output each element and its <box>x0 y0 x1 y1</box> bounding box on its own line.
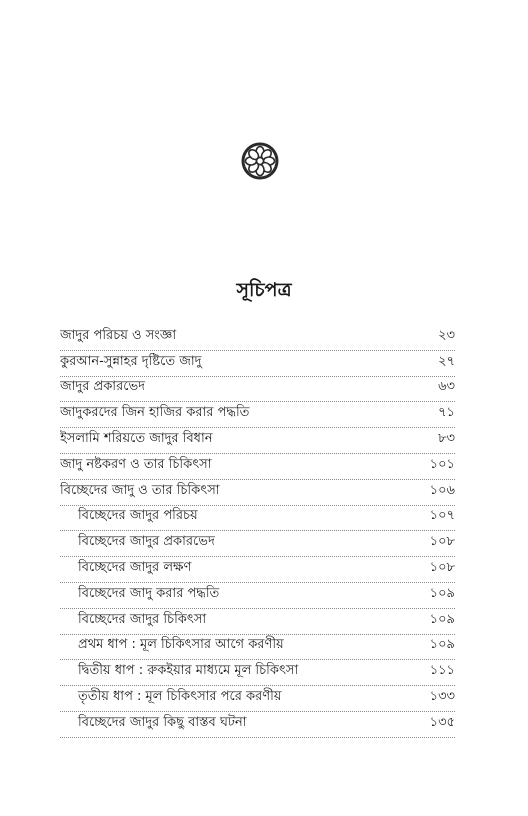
toc-entry <box>60 325 455 351</box>
toc-entry-label: বিচ্ছেদের জাদুর লক্ষণ <box>78 559 192 575</box>
toc-entry <box>60 402 455 428</box>
toc-entry-label: কুরআন-সুন্নাহর দৃষ্টিতে জাদু <box>60 353 202 369</box>
toc-entry-page-number: ১০৬ <box>429 482 455 498</box>
toc-entry <box>60 480 455 506</box>
toc-entry-page-number: ২৩ <box>438 327 455 343</box>
toc-entry-page-number: ২৭ <box>438 353 455 369</box>
toc-entry-label: জাদুর পরিচয় ও সংজ্ঞা <box>60 327 177 343</box>
toc-entry-label: জাদুকরদের জিন হাজির করার পদ্ধতি <box>60 405 250 421</box>
toc-entry-label: বিচ্ছেদের জাদুর পরিচয় <box>78 508 198 524</box>
toc-entry <box>60 609 455 635</box>
toc-entry <box>60 506 455 532</box>
toc-entry <box>60 428 455 454</box>
toc-entry-label: জাদু নষ্টকরণ ও তার চিকিৎসা <box>60 456 212 472</box>
toc-entry-page-number: ১০৮ <box>429 534 455 550</box>
toc-entry-page-number: ৭১ <box>438 405 455 421</box>
toc-entry-page-number: ১০৯ <box>429 611 455 627</box>
toc-entry-page-number: ১০১ <box>429 456 455 472</box>
toc-entry <box>60 454 455 480</box>
toc-entry-label: ইসলামি শরিয়তে জাদুর বিধান <box>60 430 213 446</box>
toc-entry <box>60 660 455 686</box>
toc-entry <box>60 557 455 583</box>
toc-entry-label: বিচ্ছেদের জাদুর প্রকারভেদ <box>78 534 215 550</box>
flower-ornament-icon <box>240 141 280 181</box>
toc-entry-label: প্রথম ধাপ : মূল চিকিৎসার আগে করণীয় <box>78 637 284 653</box>
toc-entry-label: বিচ্ছেদের জাদুর কিছু বাস্তব ঘটনা <box>78 714 247 730</box>
page-title: সূচিপত্র <box>236 279 292 301</box>
toc-entry <box>60 351 455 377</box>
toc-entry <box>60 583 455 609</box>
toc-entry-label: দ্বিতীয় ধাপ : রুকইয়ার মাধ্যমে মূল চিকিৎসা <box>78 663 299 679</box>
toc-entry-label: বিচ্ছেদের জাদু করার পদ্ধতি <box>78 585 220 601</box>
toc-entry-page-number: ৮৩ <box>438 430 455 446</box>
toc-entry <box>60 531 455 557</box>
toc-entry <box>60 635 455 661</box>
toc-entry-page-number: ১০৯ <box>429 637 455 653</box>
toc-entry-page-number: ১৩৫ <box>429 714 455 730</box>
toc-entry <box>60 712 455 738</box>
toc-entry-page-number: ১০৮ <box>429 559 455 575</box>
table-of-contents <box>60 325 455 738</box>
toc-entry-page-number: ১৩৩ <box>429 688 455 704</box>
toc-entry-page-number: ১০৭ <box>429 508 455 524</box>
toc-entry-label: বিচ্ছেদের জাদু ও তার চিকিৎসা <box>60 482 220 498</box>
toc-entry-page-number: ১০৯ <box>429 585 455 601</box>
toc-entry <box>60 377 455 403</box>
toc-entry-page-number: ১১১ <box>429 663 455 679</box>
toc-entry-label: বিচ্ছেদের জাদুর চিকিৎসা <box>78 611 207 627</box>
toc-entry-label: তৃতীয় ধাপ : মূল চিকিৎসার পরে করণীয় <box>78 688 282 704</box>
toc-entry-page-number: ৬৩ <box>438 379 455 395</box>
toc-entry <box>60 686 455 712</box>
toc-entry-label: জাদুর প্রকারভেদ <box>60 379 145 395</box>
